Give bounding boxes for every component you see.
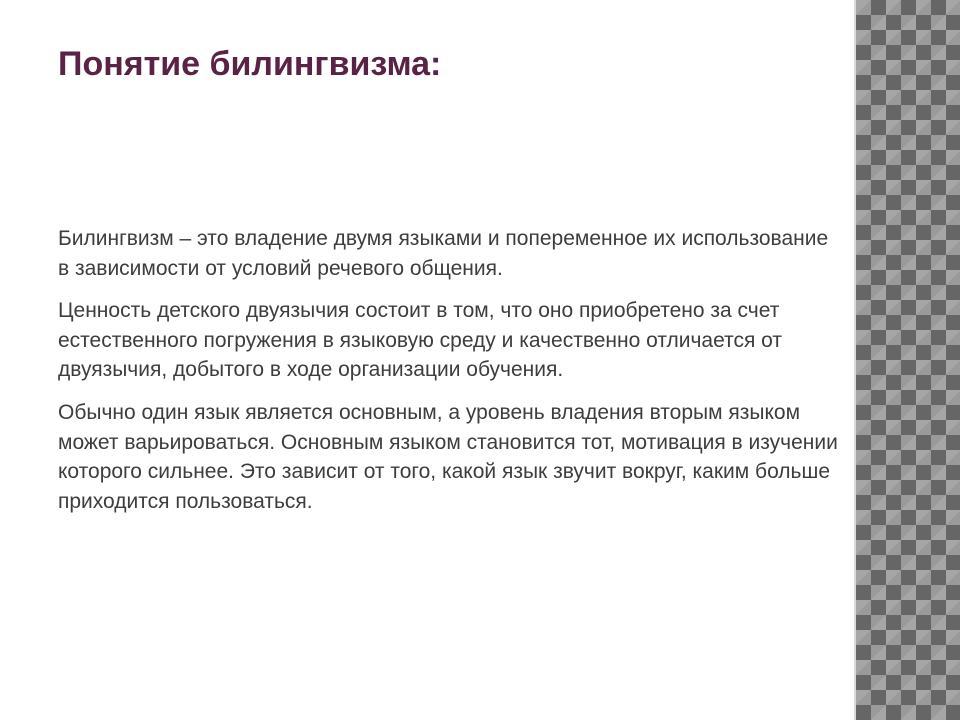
paragraph-value: Ценность детского двуязычия состоит в том, что оно приобретено за счет естественного погружения в языковую среду и качественно отличается от двуязычия, добытого в ходе организации обучения. <box>58 299 783 382</box>
paragraph-definition: Билингвизм – это владение двумя языками и попеременное их использование в зависимости от условий речевого общения. <box>58 227 829 280</box>
decorative-side-panel <box>856 0 960 720</box>
slide-body <box>58 224 838 529</box>
paragraph-primary-language: Обычно один язык является основным, а уровень владения вторым языком может варьироваться. Основным языком становится тот, мотивация в изучении которого сильнее. Это зависит от того, какой язык звучит вокруг, каким больше приходится пользоваться. <box>58 400 838 513</box>
slide-title: Понятие билингвизма: <box>58 45 442 83</box>
